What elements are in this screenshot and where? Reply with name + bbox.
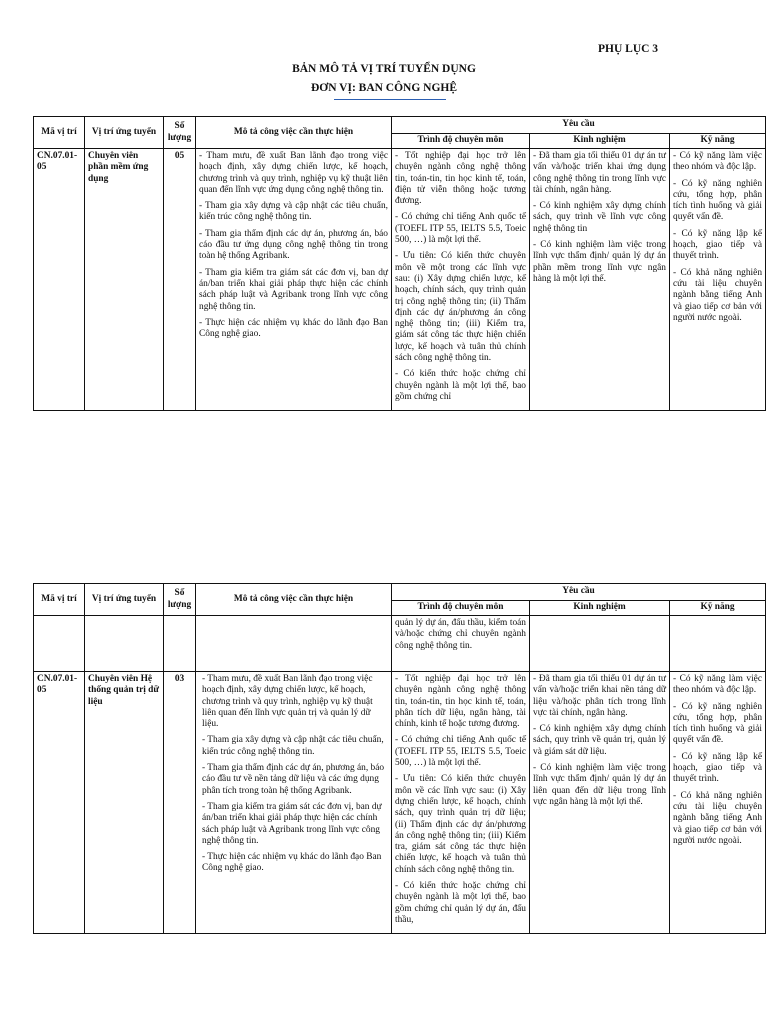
- skill-requirements: [670, 672, 766, 934]
- header-requirements: Yêu cầu: [392, 117, 766, 134]
- education-item: - Có chứng chỉ tiếng Anh quốc tế (TOEFL ITP 55, IELTS 5.5, Toeic 500, …) là một lợi thế.: [395, 212, 526, 246]
- education-item: quản lý dự án, đấu thầu, kiểm toán và/hoặc chứng chỉ chuyên ngành công nghệ thông tin.: [395, 618, 526, 651]
- position-quantity: 05: [164, 149, 196, 411]
- experience-item: - Có kinh nghiệm làm việc trong lĩnh vực thẩm định/ quản lý dự án phần mềm trong lĩnh vực ngân hàng là một lợi thế.: [533, 240, 666, 284]
- empty-cell: [164, 616, 196, 672]
- description-item: - Tham gia xây dựng và cập nhật các tiêu chuẩn, kiến trúc công nghệ thông tin.: [202, 735, 384, 757]
- position-code: CN.07.01-05: [34, 149, 85, 411]
- position-code: CN.07.01-05: [34, 672, 85, 934]
- education-item: - Có kiến thức hoặc chứng chỉ chuyên ngành là một lợi thế, bao gồm chứng chỉ quản lý dự án, đấu thầu,: [395, 881, 526, 925]
- header-skills: Kỹ năng: [670, 134, 766, 149]
- job-table-page-2: [33, 583, 766, 934]
- empty-cell: [34, 616, 85, 672]
- description-item: - Tham mưu, đề xuất Ban lãnh đạo trong việc hoạch định, xây dựng chiến lược, kế hoạch, chương trình và quy trình, nghiệp vụ kỹ thuật liên quan đến lĩnh vực ứng dụng công nghệ thông tin.: [199, 151, 388, 195]
- header-code: Mã vị trí: [34, 117, 85, 149]
- empty-cell: [85, 616, 164, 672]
- continued-education: [392, 616, 530, 672]
- experience-item: - Có kinh nghiệm xây dựng chính sách, quy trình về quản trị, quản lý và giám sát dữ liệu.: [533, 724, 666, 757]
- experience-item: - Đã tham gia tối thiểu 01 dự án tư vấn và/hoặc triển khai nền tảng dữ liệu và/hoặc phân tích trong lĩnh vực tài chính, ngân hàng.: [533, 674, 666, 718]
- table-row: [34, 672, 766, 934]
- position-name: Chuyên viên phần mềm ứng dụng: [85, 149, 164, 411]
- experience-requirements: [530, 672, 670, 934]
- education-item: - Tốt nghiệp đại học trở lên chuyên ngành công nghệ thông tin, toán-tin, tin học kinh tế, toán, phân tích dữ liệu, ngân hàng, tài chính, kinh tế hoặc tương đương.: [395, 674, 526, 730]
- description-item: - Thực hiện các nhiệm vụ khác do lãnh đạo Ban Công nghệ giao.: [199, 317, 388, 340]
- education-item: - Ưu tiên: Có kiến thức chuyên môn về các lĩnh vực sau: (i) Xây dựng chiến lược, kế hoạch, chính sách, quy trình quản trị dữ liệu; (ii) Thẩm định các dự án/phương án công nghệ thông tin; (iii) Kiểm tra, giám sát công tác thực hiện chiến lược, kế hoạch và tuân thủ chính sách công nghệ thông tin.: [395, 774, 526, 875]
- education-item: - Ưu tiên: Có kiến thức chuyên môn về một trong các lĩnh vực sau: (i) Xây dựng chiến lược, kế hoạch, chính sách, quy trình quản trị công nghệ thông tin; (ii) Thẩm định các dự án/phương án công nghệ thông tin; (iii) Kiểm tra, giám sát công tác thực hiện chiến lược, kế hoạch và tuân thủ chính sách công nghệ thông tin.: [395, 251, 526, 364]
- experience-item: - Đã tham gia tối thiểu 01 dự án tư vấn và/hoặc triển khai ứng dụng công nghệ thông tin trong lĩnh vực tài chính, ngân hàng.: [533, 151, 666, 195]
- description-item: - Tham gia thẩm định các dự án, phương án, báo cáo đầu tư ứng dụng công nghệ thông tin trong toàn hệ thống Agribank.: [199, 228, 388, 262]
- skill-item: - Có kỹ năng lập kế hoạch, giao tiếp và thuyết trình.: [673, 751, 763, 785]
- document-title: BẢN MÔ TẢ VỊ TRÍ TUYỂN DỤNG: [292, 63, 476, 75]
- description-item: - Tham gia kiểm tra giám sát các đơn vị, ban dự án/ban triển khai giải pháp thực hiện các chính sách pháp luật và Agribank trong lĩnh vực công nghệ thông tin.: [199, 267, 388, 312]
- description-item: - Tham gia thẩm định các dự án, phương án, báo cáo đầu tư về nền tảng dữ liệu và các ứng dụng phân tích trong toàn hệ thống Agribank.: [202, 763, 385, 796]
- empty-cell: [196, 616, 392, 672]
- empty-cell: [670, 616, 766, 672]
- header-requirements: Yêu cầu: [392, 584, 766, 601]
- header-experience: Kinh nghiệm: [530, 134, 670, 149]
- description-item: - Thực hiện các nhiệm vụ khác do lãnh đạo Ban Công nghệ giao.: [202, 852, 382, 874]
- skill-item: - Có kỹ năng nghiên cứu, tổng hợp, phân tích tình huống và giải quyết vấn đề.: [673, 178, 763, 223]
- appendix-label: PHỤ LỤC 3: [598, 43, 659, 55]
- skill-item: - Có khả năng nghiên cứu tài liệu chuyên ngành bằng tiếng Anh và giao tiếp cơ bản với người nước ngoài.: [673, 790, 763, 846]
- experience-item: - Có kinh nghiệm xây dựng chính sách, quy trình về lĩnh vực công nghệ thông tin: [533, 201, 666, 234]
- position-name: Chuyên viên Hệ thống quản trị dữ liệu: [85, 672, 164, 934]
- header-quantity: Số lượng: [164, 584, 196, 616]
- description-item: - Tham gia kiểm tra giám sát các đơn vị, ban dự án/ban triển khai giải pháp thực hiện các chính sách pháp luật và Agribank trong lĩnh vực công nghệ thông tin.: [202, 801, 382, 846]
- header-education: Trình độ chuyên môn: [392, 134, 530, 149]
- header-description: Mô tả công việc cần thực hiện: [196, 584, 392, 616]
- education-requirements: [392, 672, 530, 934]
- description-item: - Tham gia xây dựng và cập nhật các tiêu chuẩn, kiến trúc công nghệ thông tin.: [199, 201, 388, 223]
- skill-item: - Có kỹ năng nghiên cứu, tổng hợp, phân tích tình huống và giải quyết vấn đề.: [673, 701, 763, 746]
- education-item: - Có kiến thức hoặc chứng chỉ chuyên ngành là một lợi thế, bao gồm chứng chỉ: [395, 369, 526, 402]
- skill-item: - Có kỹ năng làm việc theo nhóm và độc lập.: [673, 674, 763, 696]
- header-description: Mô tả công việc cần thực hiện: [196, 117, 392, 149]
- position-quantity: 03: [164, 672, 196, 934]
- skill-item: - Có kỹ năng làm việc theo nhóm và độc lập.: [673, 151, 763, 173]
- header-experience: Kinh nghiệm: [530, 601, 670, 616]
- header-quantity: Số lượng: [164, 117, 196, 149]
- empty-cell: [530, 616, 670, 672]
- education-item: - Tốt nghiệp đại học trở lên chuyên ngành công nghệ thông tin, toán-tin, tin học kinh tế, toán, điện tử viễn thông hoặc tương đương.: [395, 151, 526, 207]
- header-code: Mã vị trí: [34, 584, 85, 616]
- skill-item: - Có kỹ năng lập kế hoạch, giao tiếp và thuyết trình.: [673, 228, 763, 262]
- description-item: - Tham mưu, đề xuất Ban lãnh đạo trong việc hoạch định, xây dựng chiến lược, kế hoạch, chương trình và quy trình, nghiệp vụ kỹ thuật liên quan đến lĩnh vực quản trị và quản lý dữ liệu.: [202, 674, 373, 730]
- header-skills: Kỹ năng: [670, 601, 766, 616]
- header-position: Vị trí ứng tuyển: [85, 117, 164, 149]
- header-education: Trình độ chuyên môn: [392, 601, 530, 616]
- table-row: [34, 616, 766, 672]
- job-description: [196, 672, 392, 934]
- header-position: Vị trí ứng tuyển: [85, 584, 164, 616]
- education-item: - Có chứng chỉ tiếng Anh quốc tế (TOEFL ITP 55, IELTS 5.5, Toeic 500, …) là một lợi thế.: [395, 735, 526, 769]
- skill-item: - Có khả năng nghiên cứu tài liệu chuyên ngành bằng tiếng Anh và giao tiếp cơ bản với người nước ngoài.: [673, 267, 763, 323]
- unit-title-text: ĐƠN VỊ: BAN CÔNG NGHỆ: [310, 82, 458, 94]
- experience-item: - Có kinh nghiệm làm việc trong lĩnh vực thẩm định/ quản lý dự án liên quan đến dữ liệu trong lĩnh vực ngân hàng là một lợi thế.: [533, 763, 666, 807]
